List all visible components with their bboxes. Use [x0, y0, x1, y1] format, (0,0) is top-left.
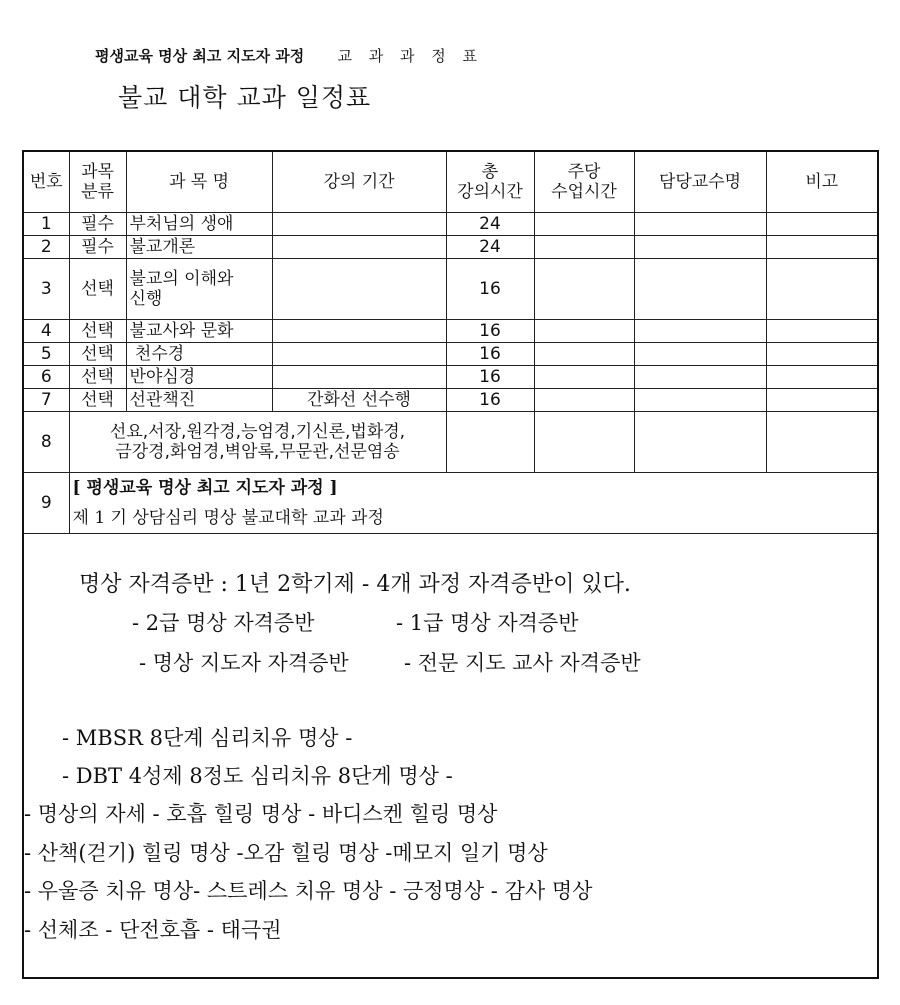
- row-subject: 선관책진: [126, 389, 272, 412]
- row-hours: 16: [446, 320, 534, 343]
- table-row-texts: [24, 412, 877, 473]
- row-hours: 24: [446, 213, 534, 236]
- header-category: 과목 분류: [69, 152, 126, 213]
- row-weekly: [534, 389, 634, 412]
- row-remarks: [766, 343, 877, 366]
- note-line: - 우울증 치유 명상- 스트레스 치유 명상 - 긍정명상 - 감사 명상: [24, 879, 593, 903]
- row-period: [272, 236, 446, 259]
- table-row: [24, 343, 877, 366]
- row-no: 6: [24, 366, 69, 389]
- texts-list: 선요,서장,원각경,능엄경,기신론,법화경, 금강경,화엄경,벽암록,무문관,선문염송: [69, 412, 446, 473]
- row-category: 필수: [69, 213, 126, 236]
- row-remarks: [766, 366, 877, 389]
- row-no: 3: [24, 259, 69, 320]
- program-header: [95, 45, 483, 66]
- row-professor: [634, 366, 766, 389]
- row-no: 9: [24, 473, 69, 534]
- row-professor: [634, 236, 766, 259]
- row-weekly: [534, 259, 634, 320]
- row-hours: 24: [446, 236, 534, 259]
- note-line: - DBT 4성제 8정도 심리치유 8단게 명상 -: [62, 764, 453, 788]
- row-professor: [634, 389, 766, 412]
- table-row: [24, 236, 877, 259]
- note-line: - 명상의 자세 - 호흡 힐링 명상 - 바디스켄 힐링 명상: [24, 802, 498, 826]
- row-remarks: [766, 412, 877, 473]
- row-remarks: [766, 213, 877, 236]
- row-hours: 16: [446, 343, 534, 366]
- row-remarks: [766, 259, 877, 320]
- header-total-hours: 총 강의시간: [446, 152, 534, 213]
- header-remarks: 비고: [766, 152, 877, 213]
- note-line: - 산책(걷기) 힐링 명상 -오감 힐링 명상 -메모지 일기 명상: [24, 841, 548, 865]
- header-subject: 과 목 명: [126, 152, 272, 213]
- row-weekly: [534, 412, 634, 473]
- note-line: - MBSR 8단계 심리치유 명상 -: [62, 726, 353, 750]
- row-subject: 불교개론: [126, 236, 272, 259]
- row-hours: 16: [446, 259, 534, 320]
- curriculum-label: 교 과 과 정 표: [337, 47, 484, 65]
- row-remarks: [766, 389, 877, 412]
- row-no: 1: [24, 213, 69, 236]
- row-period: 간화선 선수행: [272, 389, 446, 412]
- table-row: [24, 259, 877, 320]
- row-subject: 불교의 이해와 신행: [126, 259, 272, 320]
- row-period: [272, 343, 446, 366]
- curriculum-frame: [22, 150, 879, 979]
- row-remarks: [766, 236, 877, 259]
- program-info: [ 평생교육 명상 최고 지도자 과정 ] 제 1 기 상담심리 명상 불교대학 교과 과정: [69, 473, 877, 534]
- note-line: - 선체조 - 단전호흡 - 태극권: [24, 918, 282, 942]
- row-no: 7: [24, 389, 69, 412]
- row-no: 8: [24, 412, 69, 473]
- header-professor: 담당교수명: [634, 152, 766, 213]
- row-remarks: [766, 320, 877, 343]
- note-line: - 명상 지도자 자격증반: [139, 651, 349, 675]
- header-no: 번호: [24, 152, 69, 213]
- row-category: 선택: [69, 259, 126, 320]
- row-period: [272, 320, 446, 343]
- curriculum-table: [24, 152, 877, 534]
- row-no: 4: [24, 320, 69, 343]
- row-professor: [634, 343, 766, 366]
- note-line: - 2급 명상 자격증반: [132, 611, 315, 635]
- row-subject: 부처님의 생애: [126, 213, 272, 236]
- table-row: [24, 213, 877, 236]
- table-header-row: [24, 152, 877, 213]
- row-period: [272, 259, 446, 320]
- row-no: 5: [24, 343, 69, 366]
- row-category: 선택: [69, 366, 126, 389]
- row-weekly: [534, 320, 634, 343]
- row-weekly: [534, 366, 634, 389]
- row-hours: 16: [446, 366, 534, 389]
- row-subject: 반야심경: [126, 366, 272, 389]
- row-professor: [634, 213, 766, 236]
- row-weekly: [534, 213, 634, 236]
- row-subject: 불교사와 문화: [126, 320, 272, 343]
- row-category: 필수: [69, 236, 126, 259]
- row-subject: 천수경: [126, 343, 272, 366]
- header-weekly-hours: 주당 수업시간: [534, 152, 634, 213]
- table-row: [24, 320, 877, 343]
- row-professor: [634, 320, 766, 343]
- table-row: [24, 366, 877, 389]
- row-weekly: [534, 343, 634, 366]
- page-title: 불교 대학 교과 일정표: [118, 83, 372, 112]
- row-period: [272, 213, 446, 236]
- row-weekly: [534, 236, 634, 259]
- note-line: 명상 자격증반 : 1년 2학기제 - 4개 과정 자격증반이 있다.: [79, 572, 631, 597]
- note-line: - 1급 명상 자격증반: [396, 611, 579, 635]
- row-category: 선택: [69, 343, 126, 366]
- header-period: 강의 기간: [272, 152, 446, 213]
- row-hours: [446, 412, 534, 473]
- table-row-program: [24, 473, 877, 534]
- table-row: [24, 389, 877, 412]
- row-category: 선택: [69, 389, 126, 412]
- row-hours: 16: [446, 389, 534, 412]
- row-professor: [634, 259, 766, 320]
- program-name: 평생교육 명상 최고 지도자 과정: [95, 47, 305, 65]
- note-line: - 전문 지도 교사 자격증반: [404, 651, 641, 675]
- row-category: 선택: [69, 320, 126, 343]
- row-no: 2: [24, 236, 69, 259]
- row-period: [272, 366, 446, 389]
- row-professor: [634, 412, 766, 473]
